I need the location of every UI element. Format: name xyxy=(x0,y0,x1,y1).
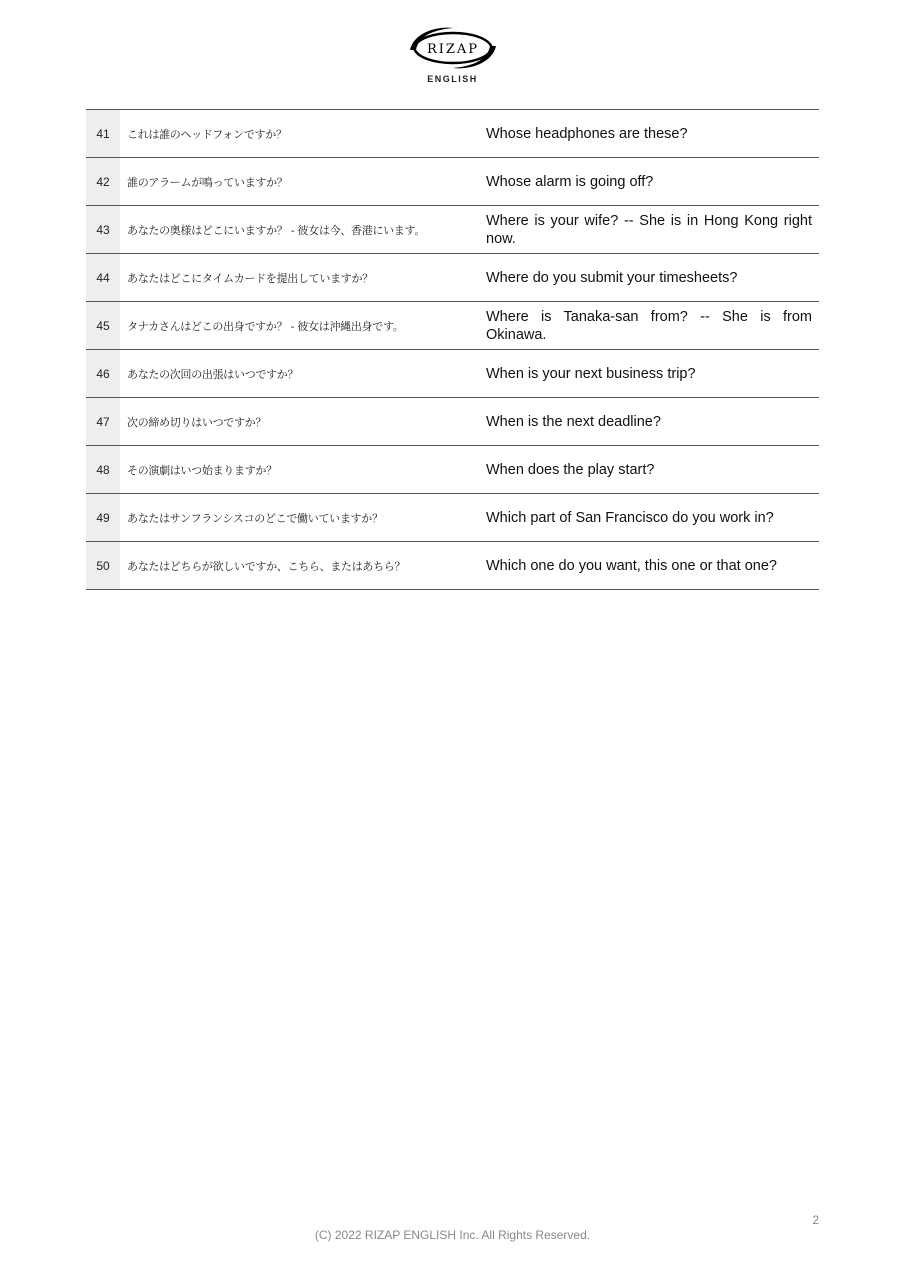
english-sentence-text: Which one do you want, this one or that one? xyxy=(486,557,777,574)
japanese-sentence: タナカさんはどこの出身ですか？ - 彼女は沖縄出身です。 xyxy=(127,319,404,333)
row-number: 42 xyxy=(86,158,120,205)
table-row xyxy=(86,494,819,542)
english-sentence-text: Whose headphones are these? xyxy=(486,125,688,142)
table-row xyxy=(86,446,819,494)
table-row xyxy=(86,110,819,158)
english-sentence xyxy=(479,302,819,349)
english-sentence xyxy=(479,110,819,157)
table-row xyxy=(86,206,819,254)
table-row xyxy=(86,542,819,590)
row-number: 49 xyxy=(86,494,120,541)
row-number: 41 xyxy=(86,110,120,157)
english-sentence xyxy=(479,206,819,253)
english-sentence-text: When does the play start? xyxy=(486,461,655,478)
copyright-notice: (C) 2022 RIZAP ENGLISH Inc. All Rights Reserved. xyxy=(314,1228,591,1242)
table-row xyxy=(86,158,819,206)
table-row xyxy=(86,398,819,446)
row-number: 44 xyxy=(86,254,120,301)
english-sentence xyxy=(479,350,819,397)
japanese-sentence: 次の締め切りはいつですか？ xyxy=(127,415,267,429)
english-sentence-text: Which part of San Francisco do you work in? xyxy=(486,509,774,526)
japanese-sentence: 誰のアラームが鳴っていますか？ xyxy=(127,175,288,189)
table-row xyxy=(86,302,819,350)
table-row xyxy=(86,254,819,302)
phrase-table xyxy=(86,109,819,590)
rizap-english-logo xyxy=(400,26,505,90)
row-number: 46 xyxy=(86,350,120,397)
logo-text: RIZAP xyxy=(426,42,480,57)
english-sentence xyxy=(479,158,819,205)
english-sentence xyxy=(479,254,819,301)
row-number: 43 xyxy=(86,206,120,253)
english-sentence-text: Where do you submit your timesheets? xyxy=(486,269,738,286)
english-sentence-text: Where is Tanaka-san from? -- She is from Okinawa. xyxy=(486,308,812,343)
rizap-logo-icon xyxy=(408,26,498,70)
english-sentence-text: Whose alarm is going off? xyxy=(486,173,654,190)
japanese-sentence: あなたはどこにタイムカードを提出していますか？ xyxy=(127,271,373,285)
japanese-sentence: あなたはサンフランシスコのどこで働いていますか？ xyxy=(127,511,383,525)
english-sentence-text: Where is your wife? -- She is in Hong Kong right now. xyxy=(486,212,812,247)
english-sentence-text: When is the next deadline? xyxy=(486,413,661,430)
japanese-sentence: あなたの次回の出張はいつですか？ xyxy=(127,367,299,381)
japanese-sentence: その演劇はいつ始まりますか？ xyxy=(127,463,277,477)
english-sentence xyxy=(479,398,819,445)
row-number: 48 xyxy=(86,446,120,493)
english-sentence xyxy=(479,446,819,493)
table-row xyxy=(86,350,819,398)
english-sentence xyxy=(479,494,819,541)
english-sentence xyxy=(479,542,819,589)
japanese-sentence: あなたはどちらが欲しいですか、こちら、またはあちら？ xyxy=(127,559,406,573)
japanese-sentence: これは誰のヘッドフォンですか？ xyxy=(127,127,287,141)
logo-subtext: ENGLISH xyxy=(427,74,478,84)
row-number: 45 xyxy=(86,302,120,349)
japanese-sentence: あなたの奥様はどこにいますか？ - 彼女は今、香港にいます。 xyxy=(127,223,426,237)
row-number: 50 xyxy=(86,542,120,589)
page-number: 2 xyxy=(812,1213,819,1227)
english-sentence-text: When is your next business trip? xyxy=(486,365,696,382)
row-number: 47 xyxy=(86,398,120,445)
